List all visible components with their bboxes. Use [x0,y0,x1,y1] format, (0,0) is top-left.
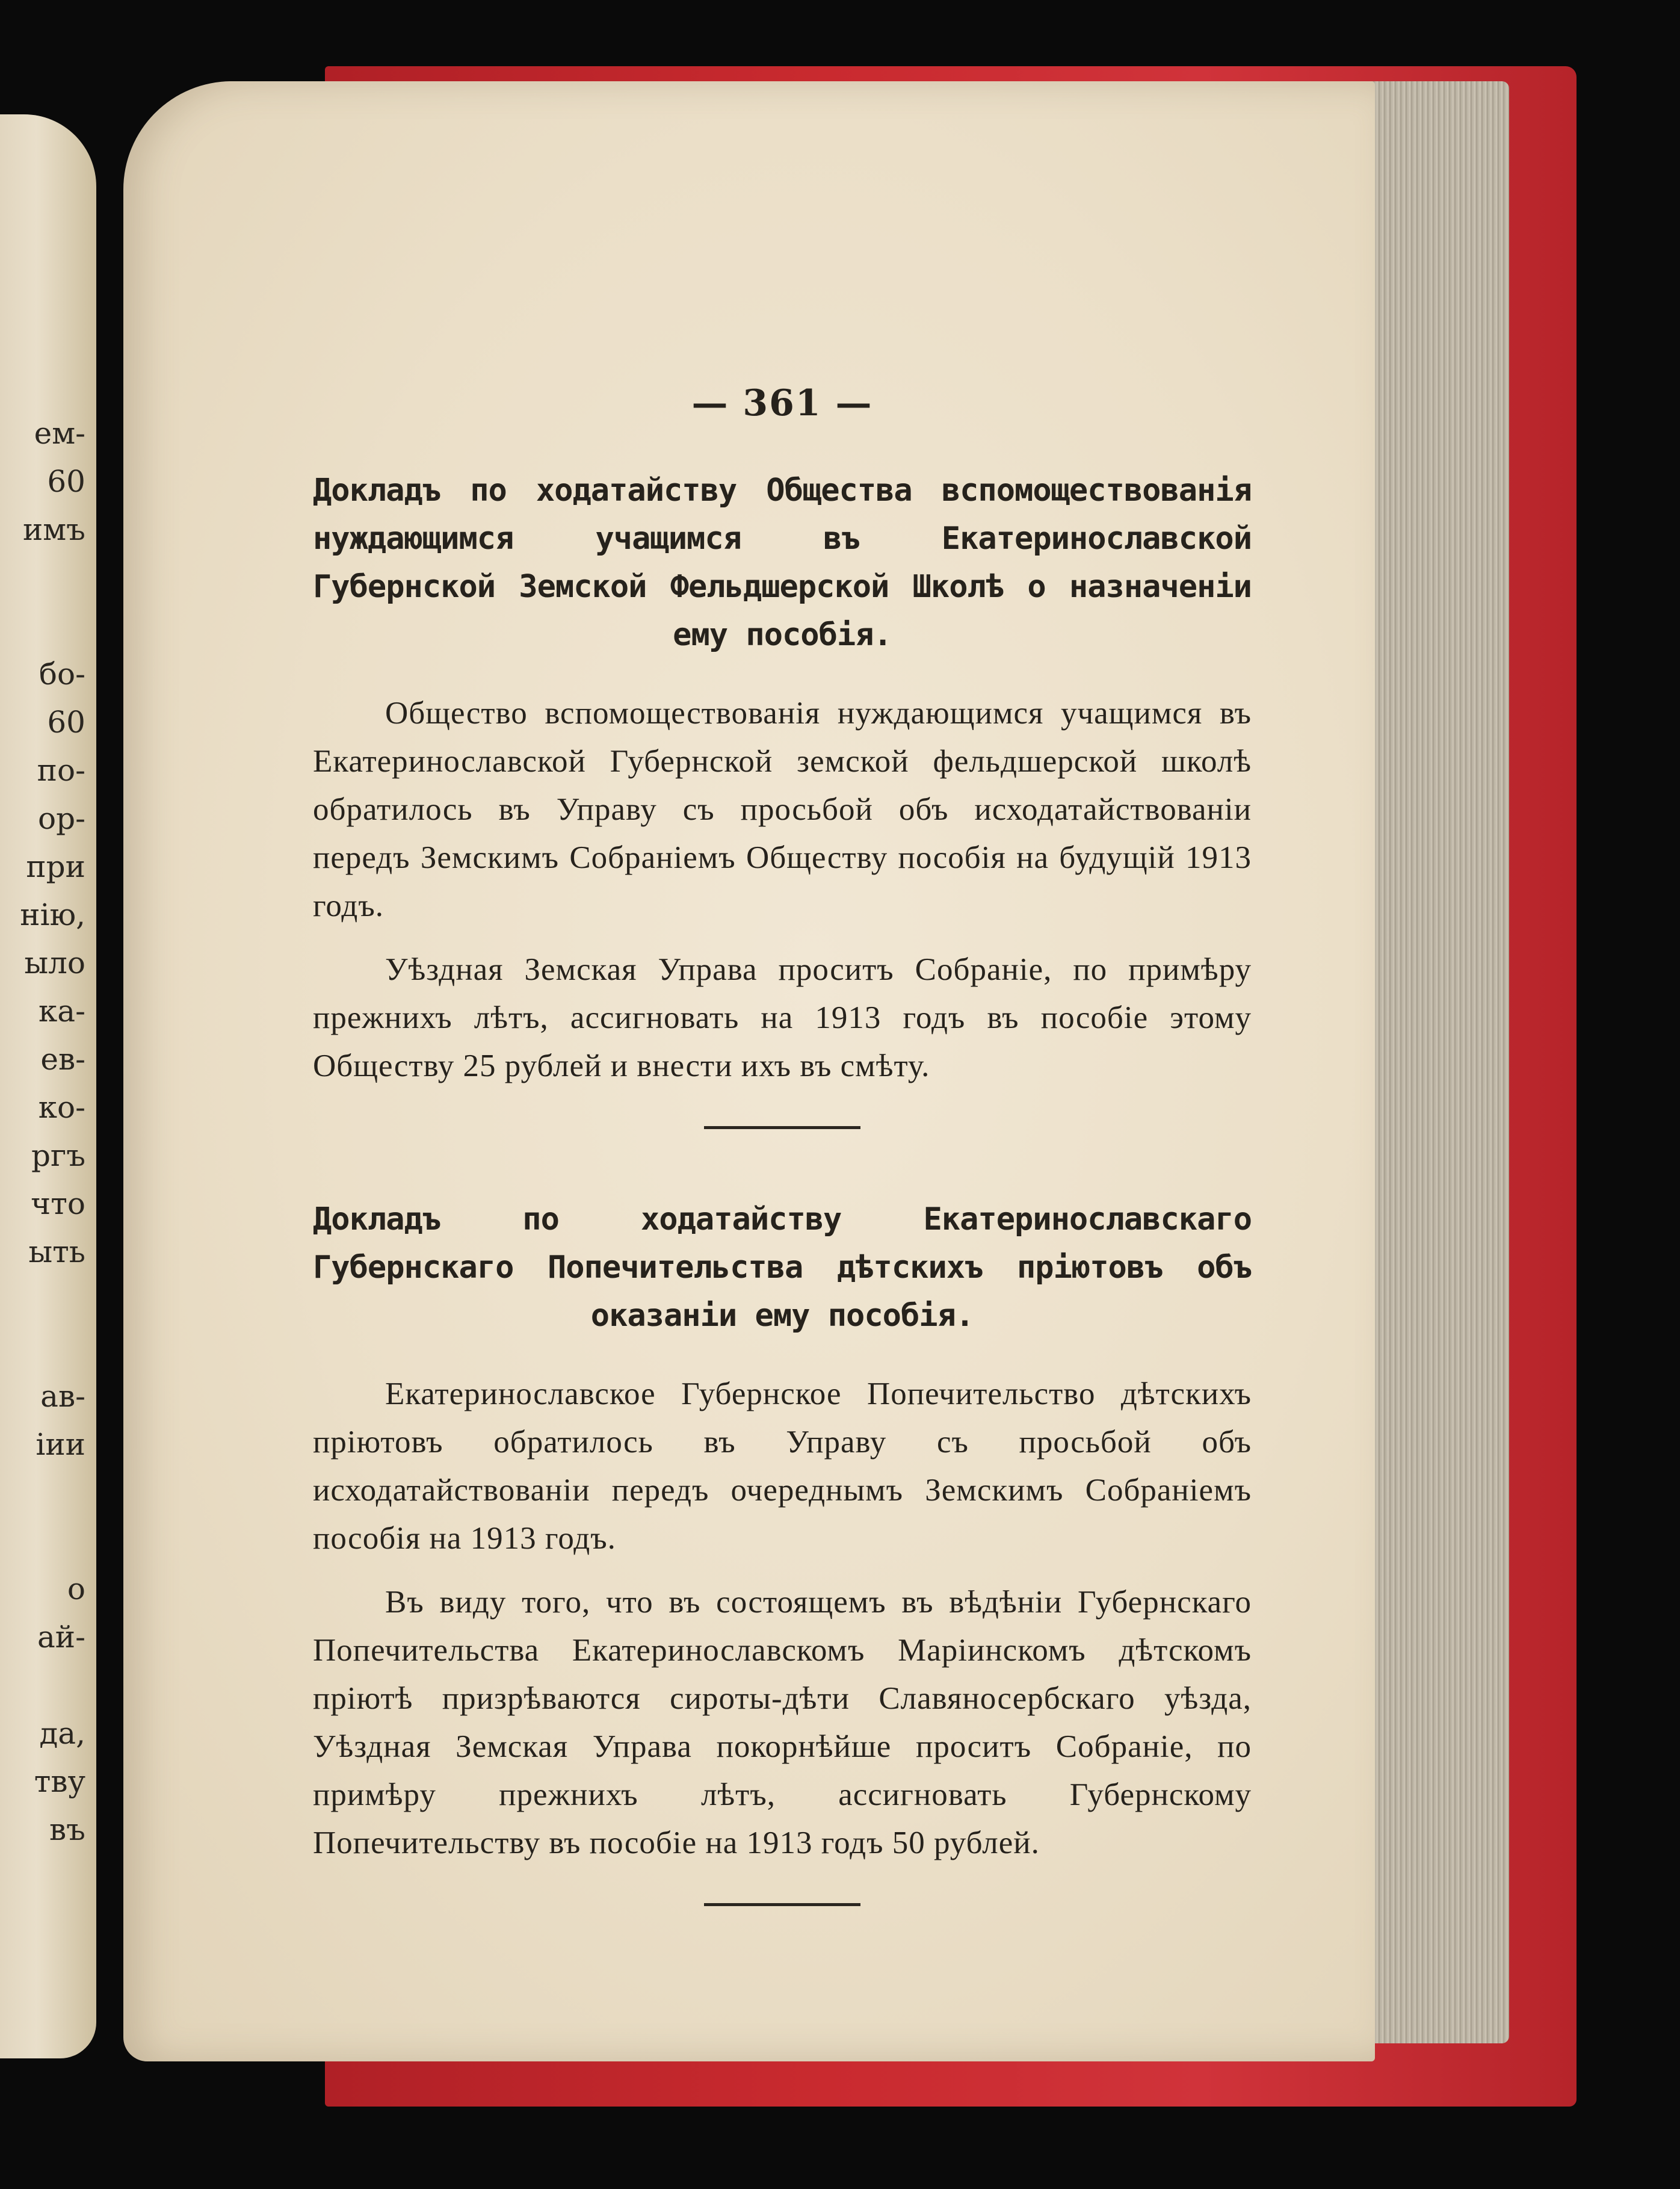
page-block-edges [1365,81,1509,2043]
paragraph: Общество вспомоществованія нуждающимся учащимся въ Екатеринославской Губернской земской фельдшерской школѣ обратилось въ Управу съ просьбой объ исходатайствованіи передъ Земскимъ Собраніемъ Обществу пособія на будущій 1913 годъ. [313,696,1252,923]
left-fragment: по- [37,753,85,788]
left-fragment: въ [49,1812,85,1847]
section-divider [704,1126,860,1129]
previous-page-edge [0,114,96,2058]
left-fragment: нію, [20,897,85,932]
section-title: Докладъ по ходатайству Общества вспомоществованія нуждающимся учащимся въ Екатеринославской Губернской Земской Фельдшерской Школѣ о назначеніи ему пособія. [313,472,1252,653]
left-fragment: ка- [39,994,85,1029]
left-fragment: ор- [37,801,85,836]
left-fragment: іии [36,1427,85,1462]
left-fragment: ыло [24,946,85,980]
left-fragment: да, [39,1716,85,1751]
previous-page-text [0,409,85,1854]
left-fragment: ем- [34,416,85,451]
section-2 [313,1195,1252,1867]
left-fragment: о [67,1571,85,1606]
left-fragment: что [31,1186,85,1221]
section-divider [704,1903,860,1906]
book-page [123,81,1375,2061]
paragraph: Въ виду того, что въ состоящемъ въ вѣдѣніи Губернскаго Попечительства Екатеринославскомъ Маріинскомъ дѣтскомъ пріютѣ призрѣваются сироты-дѣти Славяносербскаго уѣзда, Уѣздная Земская Управа покорнѣйше проситъ Собраніе, по примѣру прежнихъ лѣтъ, ассигновать Губернскому Попечительству въ пособіе на 1913 годъ 50 рублей. [313,1585,1252,1860]
left-fragment: имъ [22,512,85,547]
left-fragment: ав- [40,1379,85,1414]
page-number: — 361 — [691,382,873,424]
left-fragment: ко- [38,1090,85,1125]
left-fragment: бо- [39,657,85,692]
left-fragment: ыть [28,1234,85,1269]
page-content [313,382,1252,1972]
left-fragment: 60 [47,464,85,499]
paragraph: Екатеринославское Губернское Попечительство дѣтскихъ пріютовъ обратилось въ Управу съ просьбой объ исходатайствованіи передъ очереднымъ Земскимъ Собраніемъ пособія на 1913 годъ. [313,1376,1252,1556]
left-fragment: ай- [37,1620,85,1655]
left-fragment: ев- [40,1042,85,1077]
left-fragment: при [26,849,85,884]
section-title: Докладъ по ходатайству Екатеринославскаго Губернскаго Попечительства дѣтскихъ пріютовъ объ оказаніи ему пособія. [313,1201,1252,1334]
section-1 [313,466,1252,1090]
left-fragment: ргъ [31,1138,85,1173]
left-fragment: тву [34,1764,85,1799]
left-fragment: 60 [47,705,85,740]
paragraph: Уѣздная Земская Управа проситъ Собраніе, по примѣру прежнихъ лѣтъ, ассигновать на 1913 годъ въ пособіе этому Обществу 25 рублей и внести ихъ въ смѣту. [313,952,1252,1083]
